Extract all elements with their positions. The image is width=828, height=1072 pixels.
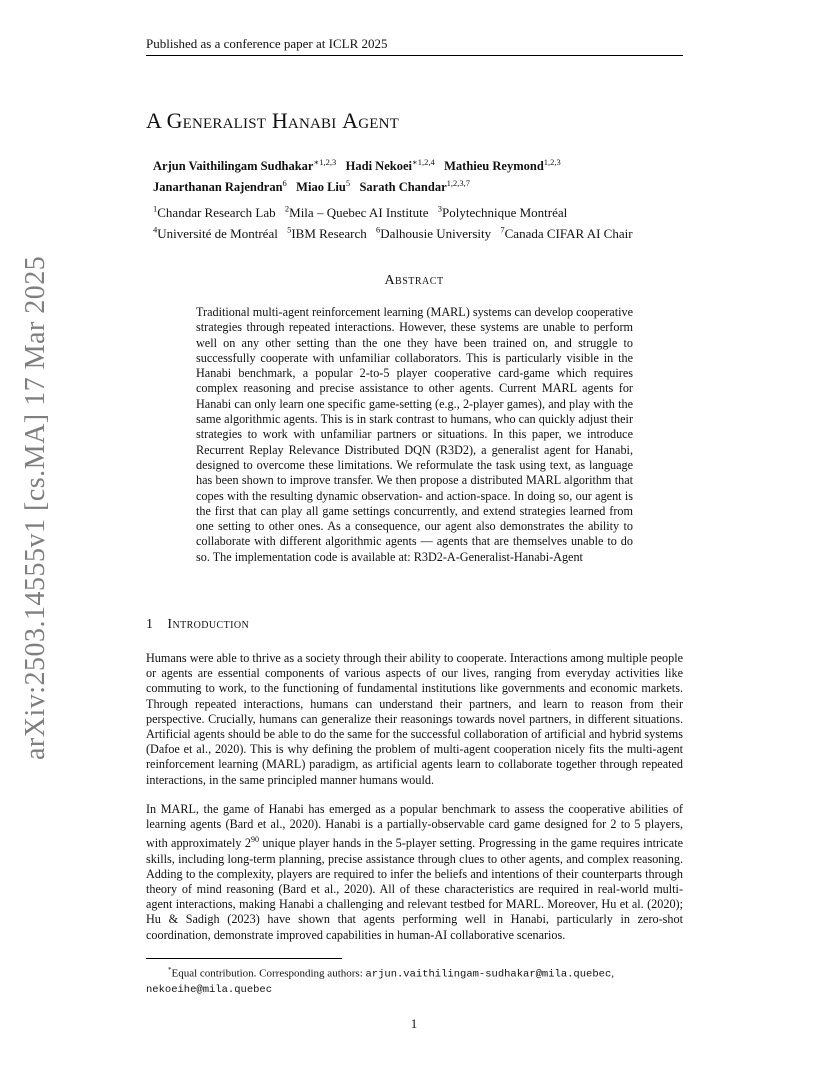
abstract-heading: Abstract [384, 273, 444, 288]
footnote-text: Equal contribution. Corresponding authors: [171, 967, 366, 980]
paragraph-text: unique player hands in the 5-player setting. Progressing in the game requires intricate skills, including long-term planning, precise assistance through clues to other agents, and complex reasoning. Adding to the complexity, players are required to infer the beliefs and intentions of their counterparts through theory of mind reasoning (Bard et al., 2020). All of these characteristics are required in real-world multi-agent interactions, making Hanabi a challenging and relevant testbed for MARL. Moreover, Hu et al. (2020); Hu & Sadigh (2023) have shown that agents performing well in Hanabi, particularly in zero-shot coordination, demonstrate improved capabilities in human-AI collaborative scenarios. [146, 836, 684, 942]
intro-paragraph-1: Humans were able to thrive as a society through their ability to cooperate. Interactions among multiple people or agents are essential components of various aspects of our lives, ranging from everyday activities like commuting to work, to the functioning of fundamental institutions like governments and economic markets. Through repeated interactions, humans can understand their partners, and learn to reason from their perspective. Crucially, humans can generalize their reasonings towards novel partners, in different situations. Artificial agents should be able to do the same for the successful collaboration of artificial and hybrid systems (Dafoe et al., 2020). This is why defining the problem of multi-agent cooperation nicely fits the multi-agent reinforcement learning (MARL) paradigm, as artificial agents learn to collaborate together through repeated interactions, in the same principled manner humans would. [146, 651, 683, 787]
title-word-4: Agent [342, 108, 400, 133]
footnote-mark: * [168, 966, 172, 974]
affiliation-sup: 3 [437, 204, 442, 214]
affiliation-name: Dalhousie University [380, 225, 492, 241]
author-name: Miao Liu [296, 180, 346, 195]
affiliation-sup: 7 [500, 224, 505, 235]
affiliation [438, 205, 568, 220]
affiliation [153, 226, 278, 241]
footnote [146, 963, 683, 997]
affiliation-name: Mila – Quebec AI Institute [289, 205, 429, 221]
author-name: Hadi Nekoei [345, 159, 412, 174]
author-sup: 5 [345, 178, 351, 189]
affiliation-name: Université de Montréal [157, 225, 278, 241]
affiliation-sup: 1 [153, 204, 158, 214]
title-word-3: Hanabi [271, 108, 337, 133]
exponent: 90 [250, 835, 259, 845]
affiliation-sup: 5 [287, 224, 292, 235]
affiliation-line-1 [153, 201, 693, 221]
affiliation-sup: 2 [284, 204, 290, 214]
author-sup: 1,2,3 [543, 157, 561, 167]
affiliation-name: Chandar Research Lab [157, 205, 276, 221]
author-name: Janarthanan Rajendran [153, 180, 283, 195]
author-sup: 1,2,3,7 [446, 178, 471, 189]
affiliation-name: IBM Research [291, 225, 367, 241]
affiliation [285, 205, 429, 220]
page-number: 1 [410, 1016, 418, 1031]
author-sup: 6 [282, 178, 287, 189]
author-name: Mathieu Reymond [444, 159, 544, 174]
author-line-2 [153, 175, 693, 196]
author-line-1 [153, 154, 693, 175]
intro-paragraph-2 [146, 802, 683, 943]
affiliation [500, 226, 632, 241]
author-sup: ∗1,2,3 [313, 157, 337, 167]
section-title: Introduction [167, 617, 250, 632]
paper-title [146, 108, 399, 134]
paragraph-text: In MARL, the game of Hanabi has emerged as a popular benchmark to assess the cooperative abilities of learning agents (Bard et al., 2020). Hanabi is a partially-observable card game designed for 2 to 5 players, with approximately 2 [146, 802, 683, 851]
footnote-rule [146, 958, 342, 959]
affiliation-name: Canada CIFAR AI Chair [504, 225, 633, 241]
affiliation [153, 205, 276, 220]
section-number: 1 [146, 617, 154, 632]
title-word-2: Generalist [166, 108, 267, 133]
section-heading-introduction [146, 617, 249, 633]
abstract-body: Traditional multi-agent reinforcement learning (MARL) systems can develop cooperative strategies through repeated interactions. However, these systems are unable to perform well on any other setting than the one they have been trained on, and struggle to successfully cooperate with unfamiliar collaborators. This is particularly visible in the Hanabi benchmark, a popular 2-to-5 player cooperative card-game which requires complex reasoning and precise assistance to other agents. Current MARL agents for Hanabi can only learn one specific game-setting (e.g., 2-player games), and play with the same algorithmic agents. This is in stark contrast to humans, who can quickly adjust their strategies to work with unfamiliar partners or situations. In this paper, we introduce Recurrent Replay Relevance Distributed DQN (R3D2), a generalist agent for Hanabi, designed to overcome these limitations. We reformulate the task using text, as language has been shown to improve transfer. We then propose a distributed MARL algorithm that copes with the resulting dynamic observation- and action-space. In doing so, our agent is the first that can play all game settings concurrently, and extend strategies learned from one setting to other ones. As a consequence, our agent also demonstrates the ability to collaborate with different algorithmic agents — agents that are themselves unable to do so. The implementation code is available at: R3D2-A-Generalist-Hanabi-Agent [196, 305, 633, 564]
email-link[interactable]: nekoeihe@mila.quebec [146, 983, 273, 996]
affiliation-line-2 [153, 221, 693, 241]
affiliation [376, 226, 491, 241]
affiliation [287, 226, 367, 241]
author-name: Sarath Chandar [359, 180, 447, 195]
footnote-separator: , [611, 967, 614, 980]
author-sup: ∗1,2,4 [411, 157, 435, 167]
affiliation-sup: 4 [153, 224, 158, 235]
running-header: Published as a conference paper at ICLR 2025 [146, 36, 683, 56]
affiliation-sup: 6 [376, 224, 381, 235]
author-list [153, 154, 693, 196]
arxiv-stamp: arXiv:2503.14555v1 [cs.MA] 17 Mar 2025 [20, 255, 51, 760]
affiliation-list [153, 201, 693, 242]
title-word-1: A [146, 108, 161, 133]
affiliation-name: Polytechnique Montréal [442, 205, 568, 221]
email-link[interactable]: arjun.vaithilingam-sudhakar@mila.quebec [365, 968, 612, 981]
author-name: Arjun Vaithilingam Sudhakar [153, 159, 314, 174]
